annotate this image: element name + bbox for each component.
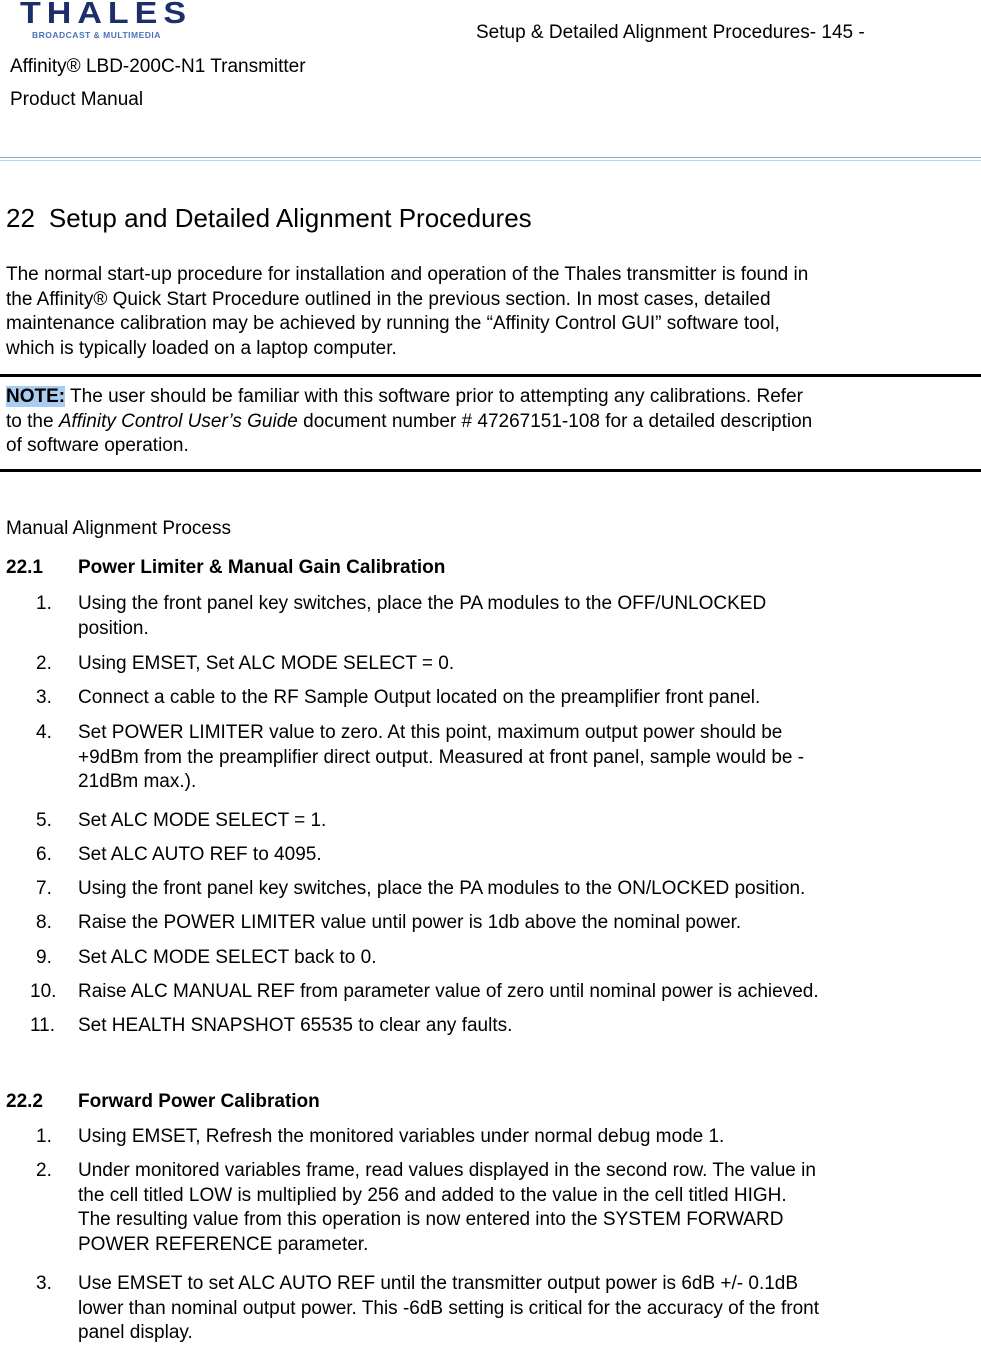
guide-title: Affinity Control User’s Guide: [58, 410, 298, 432]
note-text: of software operation.: [6, 435, 189, 456]
step-text: Set POWER LIMITER value to zero. At this point, maximum output power should be: [78, 722, 783, 743]
step-text: Under monitored variables frame, read values displayed in the second row. The value in: [78, 1160, 816, 1181]
step-text: +9dBm from the preamplifier direct output. Measured at front panel, sample would be -: [78, 746, 805, 768]
intro-paragraph: [6, 263, 978, 361]
note-text: to the: [6, 410, 59, 432]
step-number: 3.: [36, 687, 52, 708]
note-text: document number # 47267151-108 for a detailed description: [297, 410, 813, 432]
section-heading: [6, 1091, 320, 1113]
section-heading: [6, 557, 445, 579]
section-title: Forward Power Calibration: [78, 1091, 320, 1112]
step-number: 5.: [36, 810, 52, 831]
note-top-rule: [0, 374, 981, 377]
step-text: 21dBm max.).: [78, 771, 197, 792]
step-text: Raise ALC MANUAL REF from parameter value of zero until nominal power is achieved.: [78, 981, 819, 1002]
step-number: 2.: [36, 653, 52, 674]
step-number: 11.: [30, 1015, 56, 1036]
page-number: - 145 -: [809, 22, 865, 43]
step-number: 1.: [36, 593, 52, 614]
step-text: the cell titled LOW is multiplied by 256 and added to the value in the cell titled HIGH.: [78, 1184, 787, 1206]
logo-main-text: THALES: [20, 0, 192, 31]
step-text: Using the front panel key switches, place the PA modules to the OFF/UNLOCKED: [78, 593, 767, 614]
step-text: panel display.: [78, 1322, 193, 1343]
step-number: 8.: [36, 912, 52, 933]
step-text: Using EMSET, Refresh the monitored variables under normal debug mode 1.: [78, 1126, 725, 1147]
running-header: [476, 22, 865, 44]
chapter-title: Setup and Detailed Alignment Procedures: [48, 203, 532, 233]
step-text: position.: [78, 617, 149, 639]
intro-line: the Affinity® Quick Start Procedure outlined in the previous section. In most cases, detailed: [6, 288, 771, 310]
step-number: 7.: [36, 878, 52, 899]
step-text: POWER REFERENCE parameter.: [78, 1233, 369, 1255]
header-divider-secondary: [0, 160, 981, 161]
section-number: 22.1: [6, 557, 43, 578]
step-number: 3.: [36, 1273, 52, 1294]
product-name: Affinity® LBD-200C-N1 Transmitter: [10, 56, 306, 77]
step-text: Using EMSET, Set ALC MODE SELECT = 0.: [78, 653, 455, 674]
document-type: Product Manual: [10, 89, 144, 110]
logo-sub-text: BROADCAST & MULTIMEDIA: [32, 30, 161, 40]
note-box: [6, 385, 978, 459]
step-text: Connect a cable to the RF Sample Output located on the preamplifier front panel.: [78, 687, 761, 708]
header-divider: [0, 157, 981, 158]
intro-line: maintenance calibration may be achieved by running the “Affinity Control GUI” software tool,: [6, 313, 780, 334]
step-text: Raise the POWER LIMITER value until power is 1db above the nominal power.: [78, 912, 742, 933]
intro-line: which is typically loaded on a laptop computer.: [6, 337, 397, 359]
chapter-number: 22: [6, 203, 35, 233]
step-text: Set ALC AUTO REF to 4095.: [78, 844, 322, 865]
note-bottom-rule: [0, 469, 981, 472]
step-text: Set ALC MODE SELECT = 1.: [78, 810, 327, 831]
note-label: NOTE:: [6, 386, 66, 407]
step-text: Set HEALTH SNAPSHOT 65535 to clear any faults.: [78, 1015, 513, 1036]
intro-line: The normal start-up procedure for installation and operation of the Thales transmitter is found in: [6, 264, 809, 285]
manual-alignment-label: Manual Alignment Process: [6, 518, 231, 539]
step-text: Use EMSET to set ALC AUTO REF until the transmitter output power is 6dB +/- 0.1dB: [78, 1273, 799, 1294]
step-text: lower than nominal output power. This -6dB setting is critical for the accuracy of the front: [78, 1297, 820, 1319]
step-text: Set ALC MODE SELECT back to 0.: [78, 947, 377, 968]
section-title: Power Limiter & Manual Gain Calibration: [78, 557, 446, 578]
step-number: 9.: [36, 947, 52, 968]
step-text: Using the front panel key switches, place the PA modules to the ON/LOCKED position.: [78, 878, 806, 899]
section-number: 22.2: [6, 1091, 43, 1112]
step-number: 10.: [30, 981, 57, 1002]
step-text: The resulting value from this operation is now entered into the SYSTEM FORWARD: [78, 1209, 784, 1230]
step-number: 1.: [36, 1126, 52, 1147]
section-title: Setup & Detailed Alignment Procedures: [476, 22, 810, 43]
chapter-heading: [6, 203, 532, 234]
step-number: 4.: [36, 722, 52, 743]
step-number: 2.: [36, 1160, 52, 1181]
note-text: The user should be familiar with this software prior to attempting any calibrations. Refer: [65, 386, 803, 407]
step-number: 6.: [36, 844, 52, 865]
thales-logo: [8, 0, 238, 44]
